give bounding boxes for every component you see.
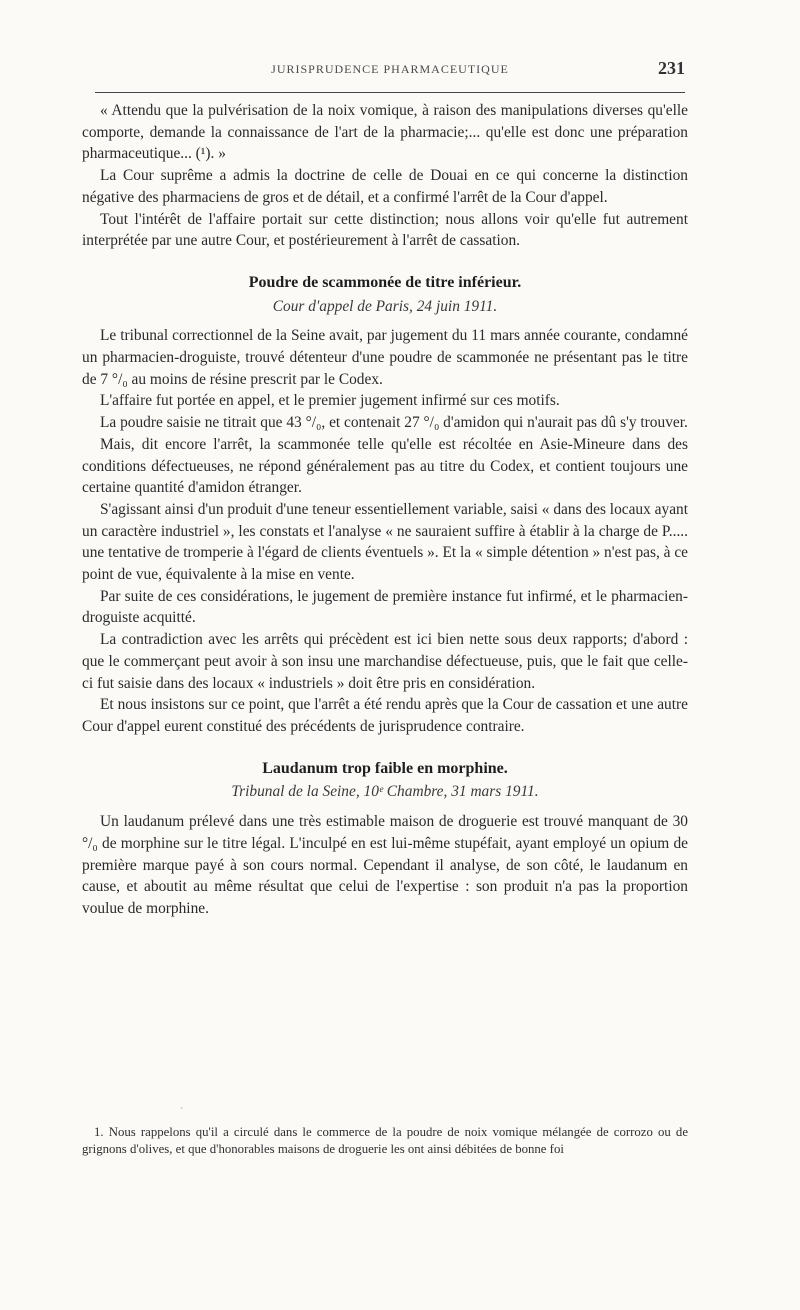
paragraph-4: Le tribunal correctionnel de la Seine avait, par jugement du 11 mars année courante, condamné un pharmacien-droguiste, trouvé détenteur d'une poudre de scammonée ne présentant pas le titre de 7 °/₀ au moins de résine prescrit par le Codex. [82,327,688,388]
paragraph-12: Un laudanum prélevé dans une très estimable maison de droguerie est trouvé manquant de 30 °/₀ de morphine sur le titre légal. L'inculpé en est lui-même stupéfait, ayant employé un opium de première marque payé à son cours normal. Cependant il analyse, de son côté, le laudanum en cause, et aboutit au même résultat que celui de l'expertise : son produit n'a pas la proportion voulue de morphine. [82,813,688,917]
section-2-subtitle: Tribunal de la Seine, 10ᵉ Chambre, 31 mars 1911. [231,783,539,801]
page-header [95,58,685,82]
print-speck: ˋ [180,1106,184,1118]
paragraph-8: S'agissant ainsi d'un produit d'une teneur essentiellement variable, saisi « dans des locaux ayant un caractère industriel », les constats et l'analyse « ne sauraient suffire à établir à la charge de P..... une tentative de tromperie à l'égard de clients éventuels ». Et la « simple détention » n'est pas, à ce point de vue, équivalente à la mise en vente. [82,500,688,584]
paragraph-11: Et nous insistons sur ce point, que l'arrêt a été rendu après que la Cour de cassation et une autre Cour d'appel eurent constitué des précédents de jurisprudence contraire. [82,696,688,735]
paragraph-2: La Cour suprême a admis la doctrine de celle de Douai en ce qui concerne la distinction négative des pharmaciens de gros et de détail, et a confirmé l'arrêt de la Cour d'appel. [82,167,688,206]
paragraph-7: Mais, dit encore l'arrêt, la scammonée telle qu'elle est récoltée en Asie-Mineure dans des conditions défectueuses, ne répond généralement pas au titre du Codex, et contient toujours une certaine quantité d'amidon étranger. [82,435,688,497]
paragraph-9: Par suite de ces considérations, le jugement de première instance fut infirmé, et le pharmacien-droguiste acquitté. [82,587,688,627]
page-number: 231 [658,58,685,78]
paragraph-3: Tout l'intérêt de l'affaire portait sur cette distinction; nous allons voir qu'elle fut autrement interprétée par une autre Cour, et postérieurement à l'arrêt de cassation. [82,210,688,250]
footnote-1: 1. Nous rappelons qu'il a circulé dans le commerce de la poudre de noix vomique mélangée de corrozo ou de grignons d'olives, et que d'honorables maisons de droguerie les ont ainsi débitées de bonne foi [82,1125,688,1156]
footnote [82,1124,688,1158]
section-1-subtitle: Cour d'appel de Paris, 24 juin 1911. [272,297,498,315]
paragraph-1: « Attendu que la pulvérisation de la noix vomique, à raison des manipulations diverses qu'elle comporte, demande la connaissance de l'art de la pharmacie;... qu'elle est donc une préparation pharmaceutique... (¹). » [82,102,688,163]
section-1-title: Poudre de scammonée de titre inférieur. [248,273,522,291]
running-head: JURISPRUDENCE PHARMACEUTIQUE [271,62,509,76]
main-text [82,100,688,920]
header-rule [95,92,685,93]
paragraph-6: La poudre saisie ne titrait que 43 °/₀, et contenait 27 °/₀ d'amidon qui n'aurait pas dû s'y trouver. [100,414,688,432]
section-2-title: Laudanum trop faible en morphine. [262,759,508,777]
paragraph-5: L'affaire fut portée en appel, et le premier jugement infirmé sur ces motifs. [100,392,560,410]
paragraph-10: La contradiction avec les arrêts qui précèdent est ici bien nette sous deux rapports; d'abord : que le commerçant peut avoir à son insu une marchandise défectueuse, puis, que le fait que celle-ci fut saisie dans des locaux « industriels » doit être pris en considération. [82,631,688,692]
